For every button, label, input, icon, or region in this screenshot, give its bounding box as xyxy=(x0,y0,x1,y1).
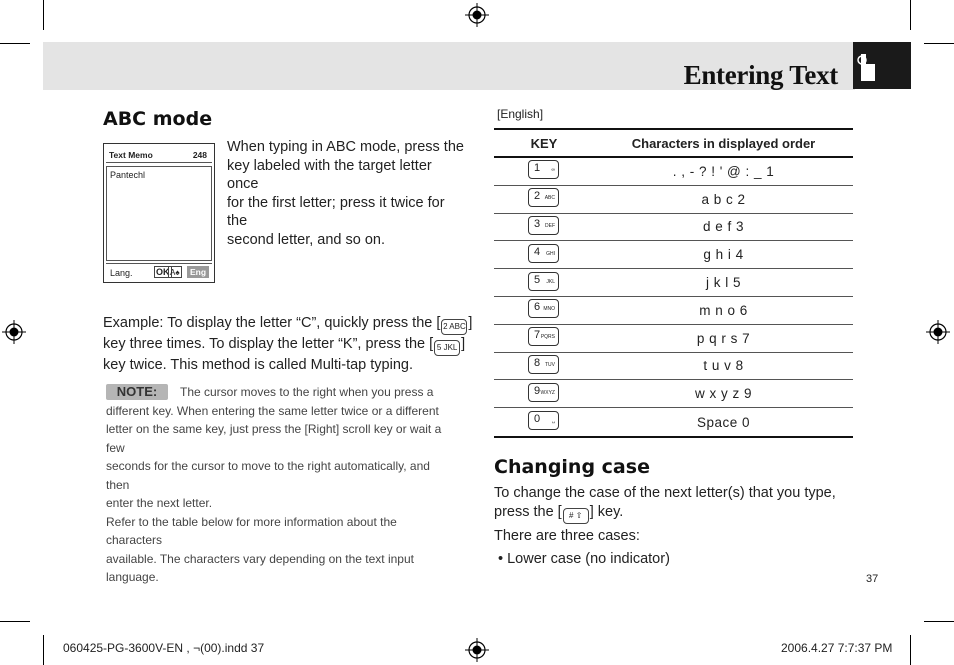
key-letters: WXYZ xyxy=(540,389,555,396)
key-letters: ABC xyxy=(544,195,555,202)
phone-counter: 248 xyxy=(192,150,207,160)
example-paragraph xyxy=(103,314,473,375)
key-cell xyxy=(494,160,594,182)
key-letters: ∞ xyxy=(551,167,555,174)
phone-content: Pantechl xyxy=(110,170,146,180)
keypad-key-icon xyxy=(528,272,559,291)
text-line: key twice. This method is called Multi-tap typing. xyxy=(103,357,414,373)
key-hash-icon: # ⇧ xyxy=(563,508,589,524)
keypad-key-icon xyxy=(528,355,559,374)
characters-cell: . , - ? ! ' @ : _ 1 xyxy=(672,163,775,179)
key-cell xyxy=(494,272,594,294)
table-row xyxy=(494,353,853,381)
key-letters: DEF xyxy=(545,222,555,229)
key-cell xyxy=(494,188,594,210)
characters-cell: a b c 2 xyxy=(701,191,746,207)
page-number: 37 xyxy=(866,573,879,585)
list-item: • Lower case (no indicator) xyxy=(498,551,670,567)
key-letters: PQRS xyxy=(540,334,555,341)
text-line: language. xyxy=(106,570,159,584)
characters-cell: p q r s 7 xyxy=(696,330,751,346)
text-line: To change the case of the next letter(s) that you type, xyxy=(494,485,836,501)
characters-cell: m n o 6 xyxy=(699,302,748,318)
text-line xyxy=(494,503,854,524)
abc-intro-paragraph xyxy=(227,138,467,249)
key-digit: 8 xyxy=(534,356,541,369)
key-cell xyxy=(494,244,594,266)
keypad-key-icon xyxy=(528,244,559,263)
key-digit: 6 xyxy=(534,301,541,314)
keypad-key-icon xyxy=(528,411,559,430)
key-digit: 2 xyxy=(534,190,541,203)
section-tab xyxy=(853,42,911,89)
characters-cell: j k l 5 xyxy=(705,275,741,291)
characters-cell: Space 0 xyxy=(696,414,751,430)
pointing-hand-icon xyxy=(853,42,911,89)
crop-mark xyxy=(924,621,954,622)
text-run: ] xyxy=(468,315,473,331)
phone-softkey-bar xyxy=(106,263,212,280)
cases-intro: There are three cases: xyxy=(494,528,640,544)
text-line: seconds for the cursor to move to the right automatically, and then xyxy=(106,459,430,492)
text-line: enter the next letter. xyxy=(106,496,213,510)
crop-mark xyxy=(43,635,44,665)
section-heading-abc-mode: ABC mode xyxy=(103,108,213,130)
text-line: different key. When entering the same letter twice or a different xyxy=(106,403,439,418)
footer-file-info: 060425-PG-3600V-EN , ¬(00).indd 37 xyxy=(63,641,265,655)
table-row xyxy=(494,158,853,186)
phone-title: Text Memo xyxy=(109,150,153,160)
text-run: key three times. To display the letter “K”, press the [ xyxy=(103,336,434,352)
key-letters: JKL xyxy=(546,278,555,285)
phone-screen-illustration xyxy=(103,143,215,283)
table-row xyxy=(494,269,853,297)
key-digit: 0 xyxy=(534,413,541,426)
key-digit: 4 xyxy=(534,245,541,258)
table-row xyxy=(494,325,853,353)
note-paragraph xyxy=(106,383,456,587)
table-row xyxy=(494,408,853,436)
phone-mode-indicator: Eng xyxy=(187,266,209,278)
text-line: available. The characters vary depending on the text input xyxy=(106,551,414,566)
characters-cell: d e f 3 xyxy=(702,219,745,235)
note-badge: NOTE: xyxy=(106,384,168,400)
crop-mark xyxy=(924,43,954,44)
keypad-key-icon xyxy=(528,188,559,207)
phone-title-bar xyxy=(106,146,212,163)
key-digit: 9 xyxy=(534,384,541,397)
table-header xyxy=(494,130,853,158)
key-cell xyxy=(494,327,594,349)
crop-mark xyxy=(0,43,30,44)
key-letters: GHI xyxy=(546,250,555,257)
key-cell xyxy=(494,299,594,321)
key-digit: 3 xyxy=(534,217,541,230)
key-letters: ␣ xyxy=(551,418,555,425)
table-row xyxy=(494,214,853,242)
text-line: When typing in ABC mode, press the xyxy=(227,139,464,155)
key-letters: MNO xyxy=(543,306,555,313)
character-table xyxy=(494,128,853,438)
table-row xyxy=(494,380,853,408)
table-row xyxy=(494,241,853,269)
keypad-key-icon xyxy=(528,160,559,179)
page-title: Entering Text xyxy=(683,60,838,90)
text-run: ] xyxy=(461,336,466,352)
text-line xyxy=(103,314,473,335)
keypad-key-icon xyxy=(528,383,559,402)
key-digit: 5 xyxy=(534,273,541,286)
section-heading-changing-case: Changing case xyxy=(494,456,650,478)
phone-left-softkey: Lang. xyxy=(110,268,133,278)
table-row xyxy=(494,297,853,325)
key-2-icon: 2 ABC xyxy=(441,319,467,335)
key-digit: 1 xyxy=(534,162,541,175)
registration-mark-icon xyxy=(465,638,489,662)
text-line: The cursor moves to the right when you press a xyxy=(180,385,434,399)
changing-case-paragraph xyxy=(494,484,854,524)
footer-timestamp: 2006.4.27 7:7:37 PM xyxy=(781,641,893,655)
keypad-key-icon xyxy=(528,299,559,318)
table-caption: [English] xyxy=(497,107,544,121)
text-line: key labeled with the target letter once xyxy=(227,157,432,192)
registration-mark-icon xyxy=(926,320,950,344)
column-header-characters: Characters in displayed order xyxy=(631,135,816,151)
text-line xyxy=(103,335,473,356)
characters-cell: t u v 8 xyxy=(703,358,744,374)
key-cell xyxy=(494,383,594,405)
text-line: for the first letter; press it twice for the xyxy=(227,194,445,229)
registration-mark-icon xyxy=(465,3,489,27)
characters-cell: g h i 4 xyxy=(703,247,744,263)
key-cell xyxy=(494,411,594,433)
keypad-key-icon xyxy=(528,327,559,346)
text-run: press the [ xyxy=(494,503,562,520)
table-row xyxy=(494,186,853,214)
text-line: letter on the same key, just press the [Right] scroll key or wait a few xyxy=(106,422,442,455)
phone-text-area xyxy=(106,166,212,261)
registration-mark-icon xyxy=(2,320,26,344)
key-5-icon: 5 JKL xyxy=(434,340,460,356)
key-cell xyxy=(494,216,594,238)
column-header-key: KEY xyxy=(530,135,558,151)
text-run: ] key. xyxy=(589,503,624,520)
crop-mark xyxy=(910,635,911,665)
key-cell xyxy=(494,355,594,377)
characters-cell: w x y z 9 xyxy=(694,386,752,402)
phone-case-indicator: A♠ xyxy=(170,268,180,277)
keypad-key-icon xyxy=(528,216,559,235)
crop-mark xyxy=(43,0,44,30)
key-letters: TUV xyxy=(545,361,555,368)
phone-ok-softkey: OK xyxy=(156,267,170,277)
text-run: Example: To display the letter “C”, quickly press the [ xyxy=(103,315,441,331)
crop-mark xyxy=(0,621,30,622)
crop-mark xyxy=(910,0,911,30)
key-digit: 7 xyxy=(534,329,541,342)
text-line: second letter, and so on. xyxy=(227,231,385,248)
text-line: Refer to the table below for more information about the characters xyxy=(106,514,397,547)
